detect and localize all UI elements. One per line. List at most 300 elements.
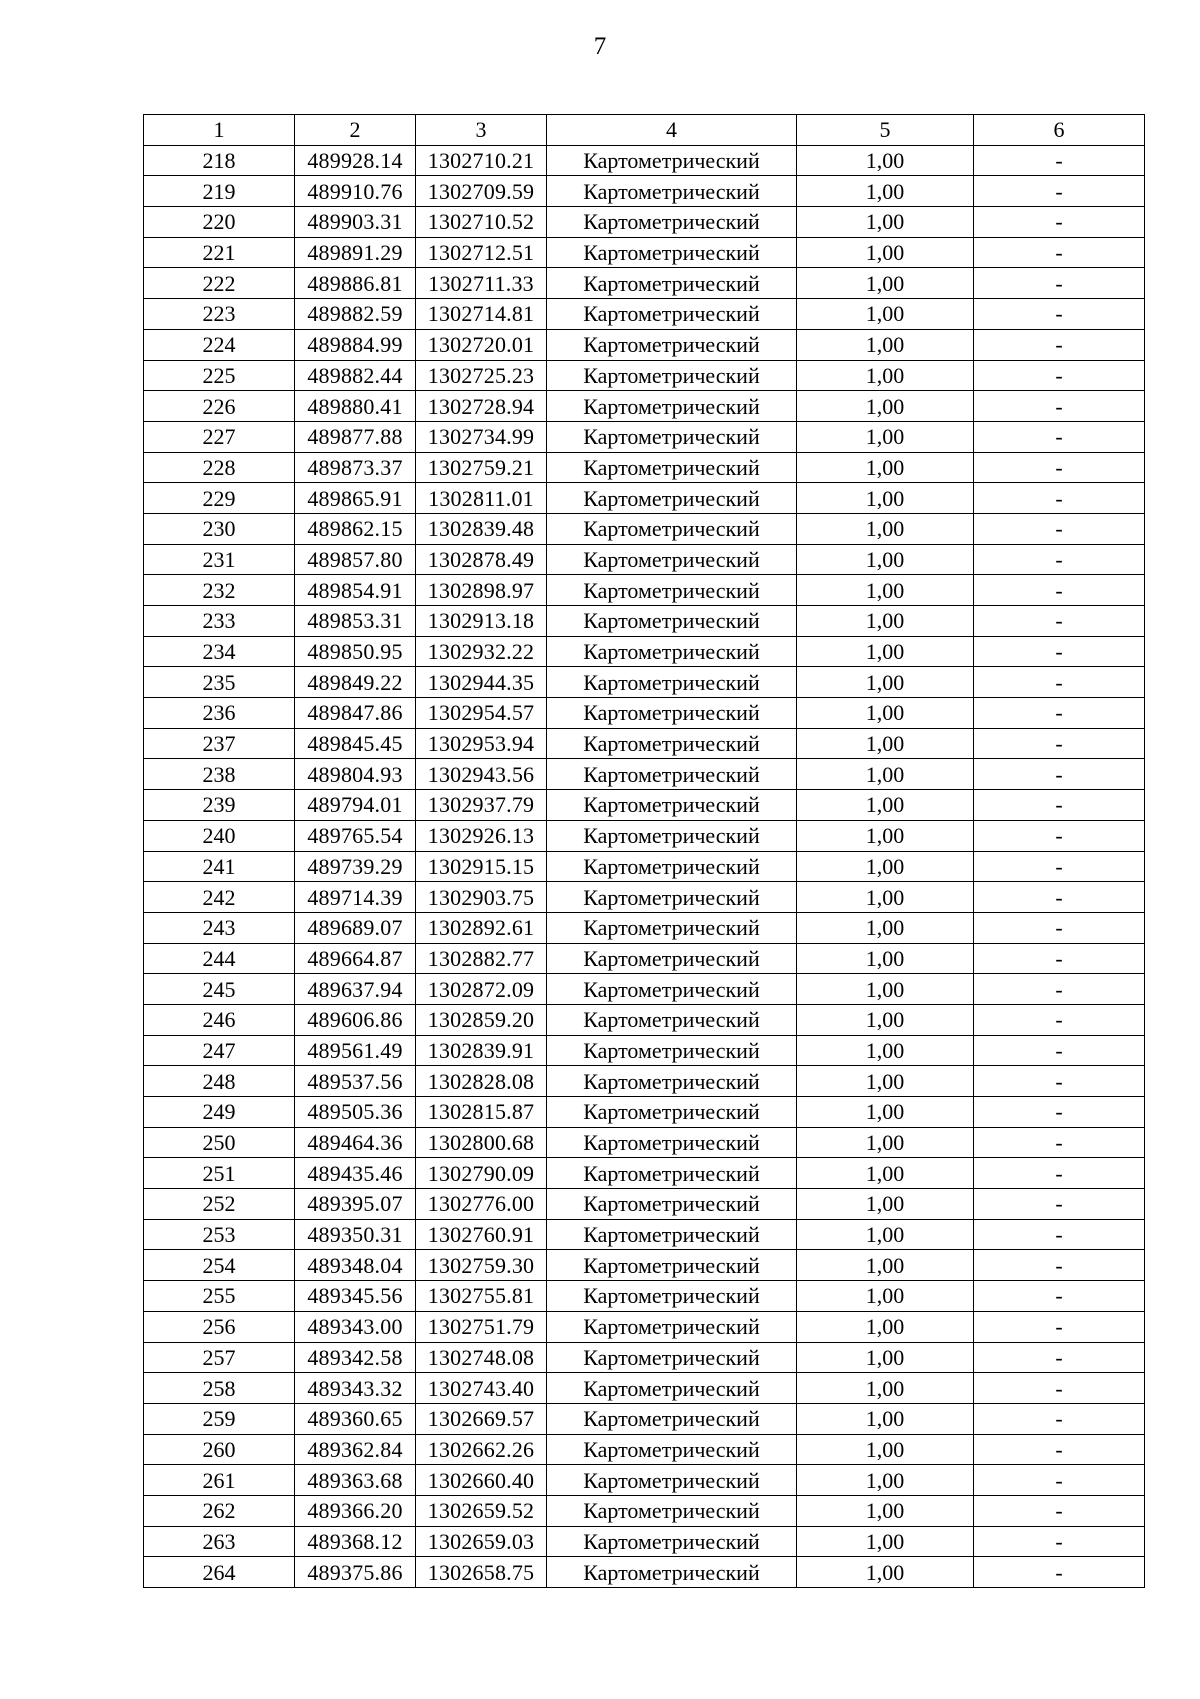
table-row (144, 851, 1145, 882)
note-cell: - (974, 1311, 1145, 1342)
method-cell: Картометрический (547, 820, 797, 851)
table-row (144, 268, 1145, 299)
accuracy-cell: 1,00 (797, 575, 974, 606)
point-number-cell: 221 (144, 237, 295, 268)
method-cell: Картометрический (547, 268, 797, 299)
method-cell: Картометрический (547, 882, 797, 913)
point-number-cell: 244 (144, 943, 295, 974)
note-cell: - (974, 544, 1145, 575)
point-number-cell: 257 (144, 1342, 295, 1373)
x-coordinate-cell: 489857.80 (295, 544, 416, 575)
table-row (144, 1526, 1145, 1557)
table-row (144, 1434, 1145, 1465)
method-cell: Картометрический (547, 974, 797, 1005)
point-number-cell: 259 (144, 1403, 295, 1434)
method-cell: Картометрический (547, 1158, 797, 1189)
method-cell: Картометрический (547, 207, 797, 238)
accuracy-cell: 1,00 (797, 912, 974, 943)
y-coordinate-cell: 1302859.20 (416, 1004, 547, 1035)
x-coordinate-cell: 489345.56 (295, 1281, 416, 1312)
point-number-cell: 222 (144, 268, 295, 299)
method-cell: Картометрический (547, 237, 797, 268)
method-cell: Картометрический (547, 176, 797, 207)
accuracy-cell: 1,00 (797, 237, 974, 268)
method-cell: Картометрический (547, 698, 797, 729)
header-cell-col5: 5 (797, 115, 974, 146)
x-coordinate-cell: 489375.86 (295, 1557, 416, 1588)
method-cell: Картометрический (547, 1281, 797, 1312)
y-coordinate-cell: 1302944.35 (416, 667, 547, 698)
accuracy-cell: 1,00 (797, 790, 974, 821)
y-coordinate-cell: 1302943.56 (416, 759, 547, 790)
point-number-cell: 228 (144, 452, 295, 483)
point-number-cell: 231 (144, 544, 295, 575)
point-number-cell: 256 (144, 1311, 295, 1342)
y-coordinate-cell: 1302711.33 (416, 268, 547, 299)
accuracy-cell: 1,00 (797, 1342, 974, 1373)
note-cell: - (974, 1189, 1145, 1220)
point-number-cell: 235 (144, 667, 295, 698)
table-row (144, 329, 1145, 360)
method-cell: Картометрический (547, 728, 797, 759)
accuracy-cell: 1,00 (797, 1189, 974, 1220)
point-number-cell: 236 (144, 698, 295, 729)
note-cell: - (974, 176, 1145, 207)
header-cell-col1: 1 (144, 115, 295, 146)
accuracy-cell: 1,00 (797, 1434, 974, 1465)
table-row (144, 207, 1145, 238)
accuracy-cell: 1,00 (797, 667, 974, 698)
table-row (144, 636, 1145, 667)
method-cell: Картометрический (547, 1097, 797, 1128)
note-cell: - (974, 360, 1145, 391)
method-cell: Картометрический (547, 1250, 797, 1281)
note-cell: - (974, 1465, 1145, 1496)
table-row (144, 544, 1145, 575)
x-coordinate-cell: 489765.54 (295, 820, 416, 851)
x-coordinate-cell: 489368.12 (295, 1526, 416, 1557)
y-coordinate-cell: 1302659.52 (416, 1495, 547, 1526)
note-cell: - (974, 882, 1145, 913)
accuracy-cell: 1,00 (797, 1035, 974, 1066)
table-row (144, 1189, 1145, 1220)
y-coordinate-cell: 1302882.77 (416, 943, 547, 974)
table-row (144, 513, 1145, 544)
y-coordinate-cell: 1302710.52 (416, 207, 547, 238)
y-coordinate-cell: 1302760.91 (416, 1219, 547, 1250)
x-coordinate-cell: 489886.81 (295, 268, 416, 299)
accuracy-cell: 1,00 (797, 391, 974, 422)
point-number-cell: 227 (144, 421, 295, 452)
method-cell: Картометрический (547, 1127, 797, 1158)
point-number-cell: 249 (144, 1097, 295, 1128)
x-coordinate-cell: 489862.15 (295, 513, 416, 544)
y-coordinate-cell: 1302790.09 (416, 1158, 547, 1189)
y-coordinate-cell: 1302926.13 (416, 820, 547, 851)
x-coordinate-cell: 489928.14 (295, 145, 416, 176)
x-coordinate-cell: 489854.91 (295, 575, 416, 606)
accuracy-cell: 1,00 (797, 1004, 974, 1035)
note-cell: - (974, 1219, 1145, 1250)
x-coordinate-cell: 489877.88 (295, 421, 416, 452)
accuracy-cell: 1,00 (797, 1526, 974, 1557)
y-coordinate-cell: 1302734.99 (416, 421, 547, 452)
point-number-cell: 254 (144, 1250, 295, 1281)
table-row (144, 452, 1145, 483)
point-number-cell: 261 (144, 1465, 295, 1496)
table-row (144, 1066, 1145, 1097)
method-cell: Картометрический (547, 1219, 797, 1250)
point-number-cell: 248 (144, 1066, 295, 1097)
note-cell: - (974, 391, 1145, 422)
note-cell: - (974, 606, 1145, 637)
table-row (144, 1311, 1145, 1342)
accuracy-cell: 1,00 (797, 145, 974, 176)
header-cell-col3: 3 (416, 115, 547, 146)
note-cell: - (974, 1281, 1145, 1312)
note-cell: - (974, 1250, 1145, 1281)
x-coordinate-cell: 489537.56 (295, 1066, 416, 1097)
y-coordinate-cell: 1302913.18 (416, 606, 547, 637)
accuracy-cell: 1,00 (797, 207, 974, 238)
point-number-cell: 258 (144, 1373, 295, 1404)
note-cell: - (974, 1158, 1145, 1189)
point-number-cell: 220 (144, 207, 295, 238)
note-cell: - (974, 912, 1145, 943)
table-row (144, 360, 1145, 391)
method-cell: Картометрический (547, 606, 797, 637)
method-cell: Картометрический (547, 1035, 797, 1066)
table-row (144, 1373, 1145, 1404)
x-coordinate-cell: 489884.99 (295, 329, 416, 360)
accuracy-cell: 1,00 (797, 360, 974, 391)
method-cell: Картометрический (547, 667, 797, 698)
x-coordinate-cell: 489664.87 (295, 943, 416, 974)
point-number-cell: 243 (144, 912, 295, 943)
table-row (144, 882, 1145, 913)
note-cell: - (974, 759, 1145, 790)
accuracy-cell: 1,00 (797, 698, 974, 729)
accuracy-cell: 1,00 (797, 329, 974, 360)
point-number-cell: 250 (144, 1127, 295, 1158)
accuracy-cell: 1,00 (797, 851, 974, 882)
x-coordinate-cell: 489464.36 (295, 1127, 416, 1158)
table-row (144, 820, 1145, 851)
table-row (144, 1557, 1145, 1588)
y-coordinate-cell: 1302743.40 (416, 1373, 547, 1404)
point-number-cell: 218 (144, 145, 295, 176)
table-row (144, 299, 1145, 330)
point-number-cell: 234 (144, 636, 295, 667)
x-coordinate-cell: 489891.29 (295, 237, 416, 268)
table-row (144, 1097, 1145, 1128)
note-cell: - (974, 974, 1145, 1005)
x-coordinate-cell: 489882.59 (295, 299, 416, 330)
method-cell: Картометрический (547, 1189, 797, 1220)
accuracy-cell: 1,00 (797, 974, 974, 1005)
accuracy-cell: 1,00 (797, 1403, 974, 1434)
accuracy-cell: 1,00 (797, 513, 974, 544)
note-cell: - (974, 1097, 1145, 1128)
method-cell: Картометрический (547, 851, 797, 882)
x-coordinate-cell: 489853.31 (295, 606, 416, 637)
y-coordinate-cell: 1302937.79 (416, 790, 547, 821)
table-row (144, 606, 1145, 637)
note-cell: - (974, 1066, 1145, 1097)
x-coordinate-cell: 489845.45 (295, 728, 416, 759)
y-coordinate-cell: 1302658.75 (416, 1557, 547, 1588)
table-row (144, 1035, 1145, 1066)
table-row (144, 483, 1145, 514)
y-coordinate-cell: 1302728.94 (416, 391, 547, 422)
x-coordinate-cell: 489903.31 (295, 207, 416, 238)
table-row (144, 1127, 1145, 1158)
method-cell: Картометрический (547, 360, 797, 391)
method-cell: Картометрический (547, 1311, 797, 1342)
table-header-row (144, 115, 1145, 146)
note-cell: - (974, 1373, 1145, 1404)
accuracy-cell: 1,00 (797, 728, 974, 759)
accuracy-cell: 1,00 (797, 759, 974, 790)
point-number-cell: 253 (144, 1219, 295, 1250)
method-cell: Картометрический (547, 912, 797, 943)
note-cell: - (974, 1495, 1145, 1526)
y-coordinate-cell: 1302669.57 (416, 1403, 547, 1434)
method-cell: Картометрический (547, 1495, 797, 1526)
point-number-cell: 245 (144, 974, 295, 1005)
note-cell: - (974, 1403, 1145, 1434)
accuracy-cell: 1,00 (797, 820, 974, 851)
table-row (144, 1495, 1145, 1526)
point-number-cell: 229 (144, 483, 295, 514)
point-number-cell: 223 (144, 299, 295, 330)
y-coordinate-cell: 1302709.59 (416, 176, 547, 207)
note-cell: - (974, 820, 1145, 851)
page-number: 7 (593, 33, 607, 60)
y-coordinate-cell: 1302839.91 (416, 1035, 547, 1066)
note-cell: - (974, 575, 1145, 606)
note-cell: - (974, 513, 1145, 544)
point-number-cell: 230 (144, 513, 295, 544)
point-number-cell: 260 (144, 1434, 295, 1465)
x-coordinate-cell: 489880.41 (295, 391, 416, 422)
table-row (144, 974, 1145, 1005)
note-cell: - (974, 237, 1145, 268)
y-coordinate-cell: 1302759.21 (416, 452, 547, 483)
x-coordinate-cell: 489606.86 (295, 1004, 416, 1035)
y-coordinate-cell: 1302660.40 (416, 1465, 547, 1496)
method-cell: Картометрический (547, 943, 797, 974)
method-cell: Картометрический (547, 299, 797, 330)
accuracy-cell: 1,00 (797, 1557, 974, 1588)
point-number-cell: 232 (144, 575, 295, 606)
y-coordinate-cell: 1302915.15 (416, 851, 547, 882)
point-number-cell: 240 (144, 820, 295, 851)
table-row (144, 145, 1145, 176)
point-number-cell: 252 (144, 1189, 295, 1220)
y-coordinate-cell: 1302932.22 (416, 636, 547, 667)
x-coordinate-cell: 489561.49 (295, 1035, 416, 1066)
method-cell: Картометрический (547, 452, 797, 483)
y-coordinate-cell: 1302755.81 (416, 1281, 547, 1312)
table-row (144, 391, 1145, 422)
table-row (144, 1403, 1145, 1434)
x-coordinate-cell: 489350.31 (295, 1219, 416, 1250)
y-coordinate-cell: 1302662.26 (416, 1434, 547, 1465)
note-cell: - (974, 790, 1145, 821)
y-coordinate-cell: 1302839.48 (416, 513, 547, 544)
x-coordinate-cell: 489505.36 (295, 1097, 416, 1128)
method-cell: Картометрический (547, 790, 797, 821)
table-row (144, 1158, 1145, 1189)
point-number-cell: 226 (144, 391, 295, 422)
x-coordinate-cell: 489342.58 (295, 1342, 416, 1373)
y-coordinate-cell: 1302712.51 (416, 237, 547, 268)
point-number-cell: 251 (144, 1158, 295, 1189)
point-number-cell: 255 (144, 1281, 295, 1312)
note-cell: - (974, 1127, 1145, 1158)
method-cell: Картометрический (547, 1465, 797, 1496)
x-coordinate-cell: 489395.07 (295, 1189, 416, 1220)
x-coordinate-cell: 489435.46 (295, 1158, 416, 1189)
table-row (144, 759, 1145, 790)
x-coordinate-cell: 489343.00 (295, 1311, 416, 1342)
method-cell: Картометрический (547, 483, 797, 514)
table-row (144, 1342, 1145, 1373)
accuracy-cell: 1,00 (797, 1281, 974, 1312)
accuracy-cell: 1,00 (797, 1097, 974, 1128)
header-cell-col4: 4 (547, 115, 797, 146)
note-cell: - (974, 207, 1145, 238)
table-row (144, 1465, 1145, 1496)
accuracy-cell: 1,00 (797, 452, 974, 483)
method-cell: Картометрический (547, 329, 797, 360)
accuracy-cell: 1,00 (797, 1158, 974, 1189)
table-row (144, 1004, 1145, 1035)
method-cell: Картометрический (547, 544, 797, 575)
table-row (144, 176, 1145, 207)
point-number-cell: 233 (144, 606, 295, 637)
point-number-cell: 239 (144, 790, 295, 821)
note-cell: - (974, 421, 1145, 452)
note-cell: - (974, 1557, 1145, 1588)
note-cell: - (974, 299, 1145, 330)
header-cell-col6: 6 (974, 115, 1145, 146)
method-cell: Картометрический (547, 391, 797, 422)
table-row (144, 575, 1145, 606)
x-coordinate-cell: 489873.37 (295, 452, 416, 483)
accuracy-cell: 1,00 (797, 1219, 974, 1250)
x-coordinate-cell: 489637.94 (295, 974, 416, 1005)
note-cell: - (974, 1526, 1145, 1557)
y-coordinate-cell: 1302892.61 (416, 912, 547, 943)
accuracy-cell: 1,00 (797, 268, 974, 299)
accuracy-cell: 1,00 (797, 483, 974, 514)
point-number-cell: 224 (144, 329, 295, 360)
method-cell: Картометрический (547, 421, 797, 452)
table-row (144, 1219, 1145, 1250)
x-coordinate-cell: 489739.29 (295, 851, 416, 882)
x-coordinate-cell: 489360.65 (295, 1403, 416, 1434)
y-coordinate-cell: 1302828.08 (416, 1066, 547, 1097)
y-coordinate-cell: 1302720.01 (416, 329, 547, 360)
table-row (144, 728, 1145, 759)
accuracy-cell: 1,00 (797, 1127, 974, 1158)
table-row (144, 667, 1145, 698)
note-cell: - (974, 1434, 1145, 1465)
y-coordinate-cell: 1302776.00 (416, 1189, 547, 1220)
note-cell: - (974, 268, 1145, 299)
table-row (144, 237, 1145, 268)
accuracy-cell: 1,00 (797, 544, 974, 575)
y-coordinate-cell: 1302954.57 (416, 698, 547, 729)
method-cell: Картометрический (547, 1342, 797, 1373)
x-coordinate-cell: 489366.20 (295, 1495, 416, 1526)
table-row (144, 790, 1145, 821)
method-cell: Картометрический (547, 1004, 797, 1035)
method-cell: Картометрический (547, 1403, 797, 1434)
method-cell: Картометрический (547, 636, 797, 667)
note-cell: - (974, 851, 1145, 882)
method-cell: Картометрический (547, 145, 797, 176)
y-coordinate-cell: 1302659.03 (416, 1526, 547, 1557)
y-coordinate-cell: 1302811.01 (416, 483, 547, 514)
accuracy-cell: 1,00 (797, 176, 974, 207)
method-cell: Картометрический (547, 1557, 797, 1588)
x-coordinate-cell: 489849.22 (295, 667, 416, 698)
note-cell: - (974, 698, 1145, 729)
point-number-cell: 219 (144, 176, 295, 207)
y-coordinate-cell: 1302710.21 (416, 145, 547, 176)
method-cell: Картометрический (547, 1434, 797, 1465)
method-cell: Картометрический (547, 1066, 797, 1097)
y-coordinate-cell: 1302800.68 (416, 1127, 547, 1158)
header-cell-col2: 2 (295, 115, 416, 146)
table-row (144, 421, 1145, 452)
x-coordinate-cell: 489348.04 (295, 1250, 416, 1281)
x-coordinate-cell: 489847.86 (295, 698, 416, 729)
table-row (144, 1281, 1145, 1312)
x-coordinate-cell: 489804.93 (295, 759, 416, 790)
note-cell: - (974, 667, 1145, 698)
accuracy-cell: 1,00 (797, 1250, 974, 1281)
method-cell: Картометрический (547, 575, 797, 606)
note-cell: - (974, 943, 1145, 974)
accuracy-cell: 1,00 (797, 606, 974, 637)
x-coordinate-cell: 489794.01 (295, 790, 416, 821)
method-cell: Картометрический (547, 1373, 797, 1404)
note-cell: - (974, 1004, 1145, 1035)
point-number-cell: 247 (144, 1035, 295, 1066)
point-number-cell: 237 (144, 728, 295, 759)
point-number-cell: 246 (144, 1004, 295, 1035)
x-coordinate-cell: 489362.84 (295, 1434, 416, 1465)
note-cell: - (974, 636, 1145, 667)
y-coordinate-cell: 1302872.09 (416, 974, 547, 1005)
point-number-cell: 225 (144, 360, 295, 391)
x-coordinate-cell: 489850.95 (295, 636, 416, 667)
y-coordinate-cell: 1302759.30 (416, 1250, 547, 1281)
accuracy-cell: 1,00 (797, 1465, 974, 1496)
x-coordinate-cell: 489343.32 (295, 1373, 416, 1404)
note-cell: - (974, 329, 1145, 360)
x-coordinate-cell: 489714.39 (295, 882, 416, 913)
accuracy-cell: 1,00 (797, 636, 974, 667)
point-number-cell: 238 (144, 759, 295, 790)
y-coordinate-cell: 1302898.97 (416, 575, 547, 606)
y-coordinate-cell: 1302903.75 (416, 882, 547, 913)
point-number-cell: 263 (144, 1526, 295, 1557)
